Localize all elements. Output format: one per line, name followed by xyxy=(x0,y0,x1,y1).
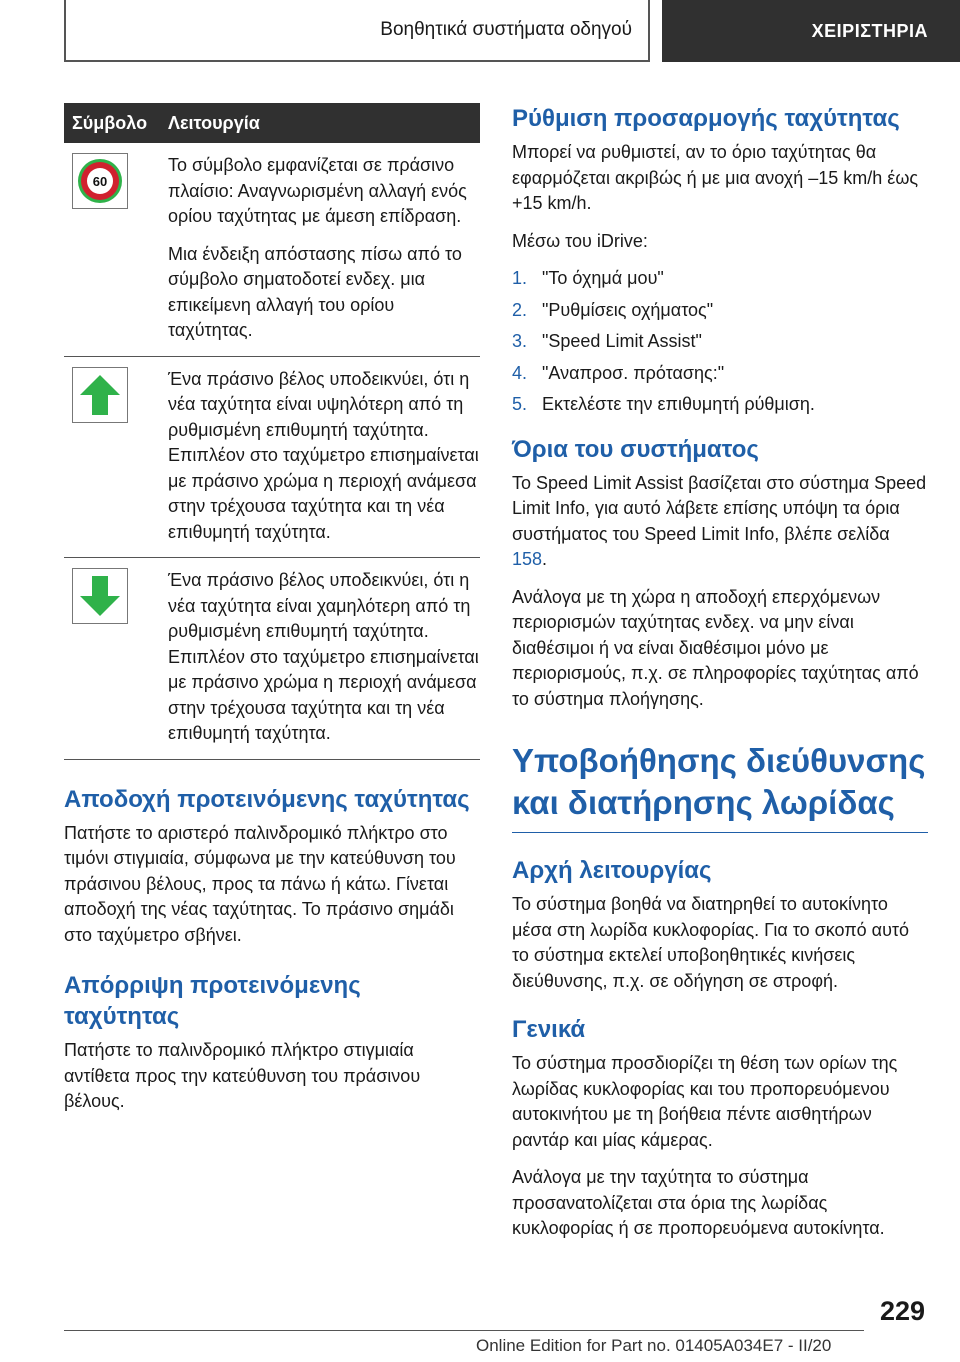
table-header xyxy=(64,103,480,143)
reject-text: Πατήστε το παλινδρομικό πλήκτρο στιγμιαία αντίθετα προς την κατεύθυνση του πράσινου βέλους. xyxy=(64,1040,421,1111)
general-heading: Γενικά xyxy=(512,1016,586,1043)
list-item: 1. "Το όχημά μου" xyxy=(512,268,664,288)
running-header-section xyxy=(64,0,650,62)
accept-text: Πατήστε το αριστερό παλινδρομικό πλήκτρο στο τιμόνι στιγμιαία, σύμφωνα με την κατεύθυνση του πράσινου βέλους, προς τα πάνω ή κάτω. Γίνεται αποδοχή της νέας ταχύτητας. Το πράσινο σημάδι στο ταχύμετρο σβήνει. xyxy=(64,822,456,945)
right-column xyxy=(512,103,928,1254)
adjust-heading: Ρύθμιση προσαρμογής ταχύτητας xyxy=(512,105,900,132)
left-column xyxy=(64,103,480,1127)
running-header-chapter xyxy=(662,0,960,62)
list-item: 5. Εκτελέστε την επιθυμητή ρύθμιση. xyxy=(512,394,815,414)
footer-divider xyxy=(64,1330,864,1331)
list-item: 2. "Ρυθμίσεις οχήματος" xyxy=(512,299,714,320)
table-row xyxy=(64,558,480,760)
list-item: 3. "Speed Limit Assist" xyxy=(512,331,702,351)
symbol-table xyxy=(64,103,480,760)
row-text: Μια ένδειξη απόστασης πίσω από το σύμβολο σηματοδοτεί ενδεχ. μια επικείμενη αλλαγή του ορίου ταχύτητας. xyxy=(168,243,462,340)
limits-heading: Όρια του συστήματος xyxy=(512,435,759,463)
green-arrow-up-icon xyxy=(72,367,128,423)
principle-heading: Αρχή λειτουργίας xyxy=(512,857,712,884)
row-text: Το σύμβολο εμφανίζεται σε πράσινο πλαίσιο: Αναγνωρισμένη αλλαγή ενός ορίου ταχύτητας με άμεση επίδραση. xyxy=(168,155,467,226)
adjust-via: Μέσω του iDrive: xyxy=(512,230,648,251)
sign-value: 60 xyxy=(92,174,108,189)
green-arrow-down-icon xyxy=(72,568,128,624)
limits-text-1: Το Speed Limit Assist βασίζεται στο σύστημα Speed Limit Info, για αυτό λάβετε επίσης υπόψη τα όρια συστήματος του Speed Limit Info, βλέπε σελίδα 158. xyxy=(512,472,927,569)
list-item: 4. "Αναπροσ. πρότασης:" xyxy=(512,362,725,383)
row-text: Ένα πράσινο βέλος υποδεικνύει, ότι η νέα ταχύτητα είναι χαμηλότερη από τη ρυθμισμένη επιθυμητή ταχύτητα. Επιπλέον στο ταχύμετρο επισημαίνεται με πράσινο χρώμα η περιοχή ανάμεσα στην τρέχουσα ταχύτητα και τη νέα επιθυμητή ταχύτητα. xyxy=(168,570,479,743)
general-text-2: Ανάλογα με την ταχύτητα το σύστημα προσανατολίζεται στα όρια της λωρίδας κυκλοφορίας ή σε προπορευόμενα αυτοκίνητα. xyxy=(512,1167,885,1238)
principle-text: Το σύστημα βοηθά να διατηρηθεί το αυτοκίνητο μέσα στη λωρίδα κυκλοφορίας. Για το σκοπό αυτό το σύστημα εκτελεί υποβοηθητικές κινήσεις διεύθυνσης, π.χ. σε οδήγηση σε στροφή. xyxy=(512,894,910,991)
accept-heading: Αποδοχή προτεινόμενης ταχύτητας xyxy=(64,785,470,813)
table-row xyxy=(64,357,480,559)
row-text: Ένα πράσινο βέλος υποδεικνύει, ότι η νέα ταχύτητα είναι υψηλότερη από τη ρυθμισμένη επιθυμητή ταχύτητα. Επιπλέον στο ταχύμετρο επισημαίνεται με πράσινο χρώμα η περιοχή ανάμεσα στην τρέχουσα ταχύτητα και τη νέα επιθυμητή ταχύτητα. xyxy=(168,368,479,542)
speed-limit-sign-icon xyxy=(72,153,128,209)
section-title: Βοηθητικά συστήματα οδηγού xyxy=(380,19,632,40)
table-row xyxy=(64,143,480,357)
idrive-steps xyxy=(512,266,928,418)
general-text-1: Το σύστημα προσδιορίζει τη θέση των ορίων της λωρίδας κυκλοφορίας και του προπορευόμενου αυτοκινήτου με τη βοήθεια πέντε αισθητήρων ραντάρ και μίας κάμερας. xyxy=(512,1053,898,1150)
table-header-symbol: Σύμβολο xyxy=(72,112,148,133)
adjust-text: Μπορεί να ρυθμιστεί, αν το όριο ταχύτητας θα εφαρμόζεται ακριβώς ή με μια ανοχή –15 km/h έως +15 km/h. xyxy=(512,142,919,213)
steering-heading: Υποβοήθησης διεύθυνσης και διατήρησης λωρίδας xyxy=(512,740,928,833)
footer-edition: Online Edition for Part no. 01405A034E7 - II/20 xyxy=(476,1336,832,1355)
page-reference-link[interactable]: 158 xyxy=(512,549,543,569)
table-header-function: Λειτουργία xyxy=(168,112,260,133)
page-number: 229 xyxy=(880,1296,926,1326)
chapter-title: ΧΕΙΡΙΣΤΗΡΙΑ xyxy=(811,20,928,41)
limits-text-2: Ανάλογα με τη χώρα η αποδοχή επερχόμενων περιορισμών ταχύτητας ενδεχ. να μην είναι διαθέσιμοι ή να είναι διαθέσιμοι μόνο με περιορισμούς, π.χ. σε πληροφορίες ταχύτητας από το σύστημα πλοήγησης. xyxy=(512,586,919,709)
reject-heading: Απόρριψη προτεινόμενης ταχύτητας xyxy=(64,972,361,1030)
